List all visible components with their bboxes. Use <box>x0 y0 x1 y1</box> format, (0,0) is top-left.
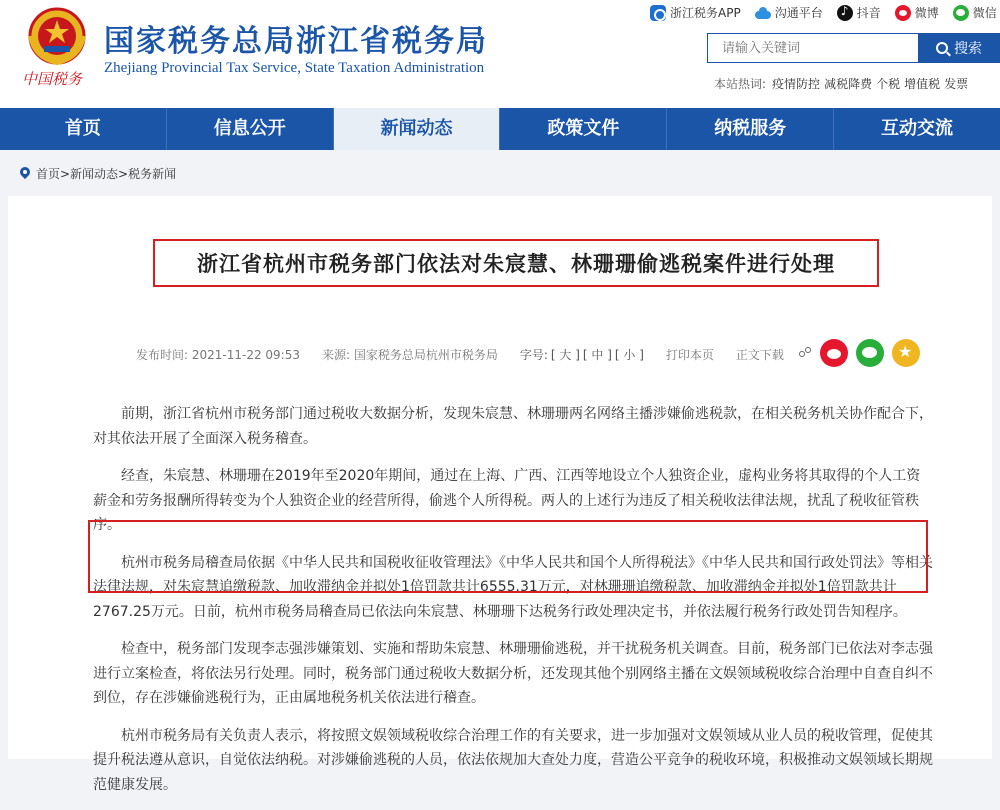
location-pin-icon <box>20 167 30 181</box>
tax-emblem-icon <box>22 6 92 68</box>
download-button[interactable]: 正文下载 <box>735 348 784 362</box>
article-paragraph: 经查，朱宸慧、林珊珊在2019年至2020年期间，通过在上海、广西、江西等地设立个人独资企业，虚构业务将其取得的个人工资薪金和劳务报酬所得转变为个人独资企业的经营所得，偷逃个人所得税。两人的上述行为违反了相关税收法律法规，扰乱了税收征管秩序。 <box>93 468 921 533</box>
hot-word-link[interactable]: 减税降费 <box>824 77 873 91</box>
breadcrumb-path[interactable]: 首页>新闻动态>税务新闻 <box>36 167 177 181</box>
share-bar <box>798 339 920 367</box>
wechat-icon <box>953 5 969 21</box>
quick-link-platform[interactable]: 沟通平台 <box>755 4 823 21</box>
quick-link-app[interactable]: 浙江税务APP <box>650 4 741 21</box>
favorite-star-icon[interactable] <box>892 339 920 367</box>
article-paragraph: 杭州市税务局有关负责人表示，将按照文娱领域税收综合治理工作的有关要求，进一步加强对文娱领域从业人员的税收管理，促使其提升税法遵从意识，自觉依法纳税。对涉嫌偷逃税的人员，依法依规加大查处力度，营造公平竞争的税收环境，积极推动文娱领域长期规范健康发展。 <box>93 727 933 793</box>
cloud-icon <box>755 5 771 21</box>
nav-item-service[interactable]: 纳税服务 <box>667 108 834 150</box>
print-button[interactable]: 打印本页 <box>665 348 714 362</box>
breadcrumb <box>20 165 176 182</box>
share-icon <box>798 346 812 360</box>
nav-item-news[interactable]: 新闻动态 <box>334 108 501 150</box>
app-icon <box>650 5 666 21</box>
article-body <box>93 402 933 810</box>
article-paragraph: 检查中，税务部门发现李志强涉嫌策划、实施和帮助朱宸慧、林珊珊偷逃税，并干扰税务机关调查。目前，税务部门已依法对李志强进行立案检查，将依法另行处理。同时，税务部门通过税收大数据分析，还发现其他个别网络主播在文娱领域税收综合治理中自查自纠不到位，存在涉嫌偷逃税行为，正由属地税务机关依法进行稽查。 <box>93 641 933 706</box>
nav-item-home[interactable]: 首页 <box>0 108 167 150</box>
article-meta <box>136 346 784 363</box>
article-card <box>8 196 992 793</box>
article-paragraph-highlighted: 杭州市税务局稽查局依据《中华人民共和国税收征收管理法》《中华人民共和国个人所得税法》《中华人民共和国行政处罚法》等相关法律法规，对朱宸慧追缴税款、加收滞纳金并拟处1倍罚款共计6555.31万元，对林珊珊追缴税款、加收滞纳金并拟处1倍罚款共计2767.25万元。日前，杭州市税务局稽查局已依法向朱宸慧、林珊珊下达税务行政处理决定书，并依法履行税务行政处罚告知程序。 <box>93 554 933 620</box>
quick-link-weibo[interactable]: 微博 <box>895 4 939 21</box>
search-button[interactable]: 搜索 <box>918 33 1000 63</box>
quick-links <box>650 4 997 21</box>
quick-link-wechat[interactable]: 微信 <box>953 4 997 21</box>
main-nav <box>0 108 1000 150</box>
article-source: 来源: 国家税务总局杭州市税务局 <box>322 348 498 362</box>
highlight-frame <box>88 520 928 593</box>
search-input[interactable] <box>707 33 919 63</box>
hot-word-link[interactable]: 个税 <box>876 77 901 91</box>
publish-time: 发布时间: 2021-11-22 09:53 <box>136 348 300 362</box>
hot-words <box>714 75 968 92</box>
hot-word-link[interactable]: 增值税 <box>904 77 941 91</box>
site-header <box>0 0 1000 108</box>
nav-item-policy[interactable]: 政策文件 <box>500 108 667 150</box>
motto-logo: 中国税务 <box>22 70 83 88</box>
font-size-small-button[interactable]: [ 小 ] <box>614 348 644 362</box>
site-title[interactable]: 国家税务总局浙江省税务局 <box>104 24 488 59</box>
article-title-box <box>153 239 879 287</box>
hot-word-link[interactable]: 疫情防控 <box>772 77 821 91</box>
hot-word-link[interactable]: 发票 <box>944 77 969 91</box>
hot-words-label: 本站热词: <box>714 77 767 91</box>
share-weibo-icon[interactable] <box>820 339 848 367</box>
font-size-controls <box>520 346 644 363</box>
site-subtitle: Zhejiang Provincial Tax Service, State Taxation Administration <box>104 60 485 76</box>
article-title: 浙江省杭州市税务部门依法对朱宸慧、林珊珊偷逃税案件进行处理 <box>197 252 835 276</box>
weibo-icon <box>895 5 911 21</box>
search-icon <box>936 42 948 54</box>
nav-item-info[interactable]: 信息公开 <box>167 108 334 150</box>
share-wechat-icon[interactable] <box>856 339 884 367</box>
tiktok-icon <box>837 5 853 21</box>
quick-link-tiktok[interactable]: ♪ 抖音 <box>837 4 881 21</box>
article-paragraph: 前期，浙江省杭州市税务部门通过税收大数据分析，发现朱宸慧、林珊珊两名网络主播涉嫌偷逃税款，在相关税务机关协作配合下，对其依法开展了全面深入税务稽查。 <box>93 406 933 447</box>
font-size-medium-button[interactable]: [ 中 ] <box>582 348 612 362</box>
nav-item-interaction[interactable]: 互动交流 <box>881 118 954 139</box>
font-size-large-button[interactable]: [ 大 ] <box>550 348 580 362</box>
font-size-label: 字号: <box>519 348 548 362</box>
